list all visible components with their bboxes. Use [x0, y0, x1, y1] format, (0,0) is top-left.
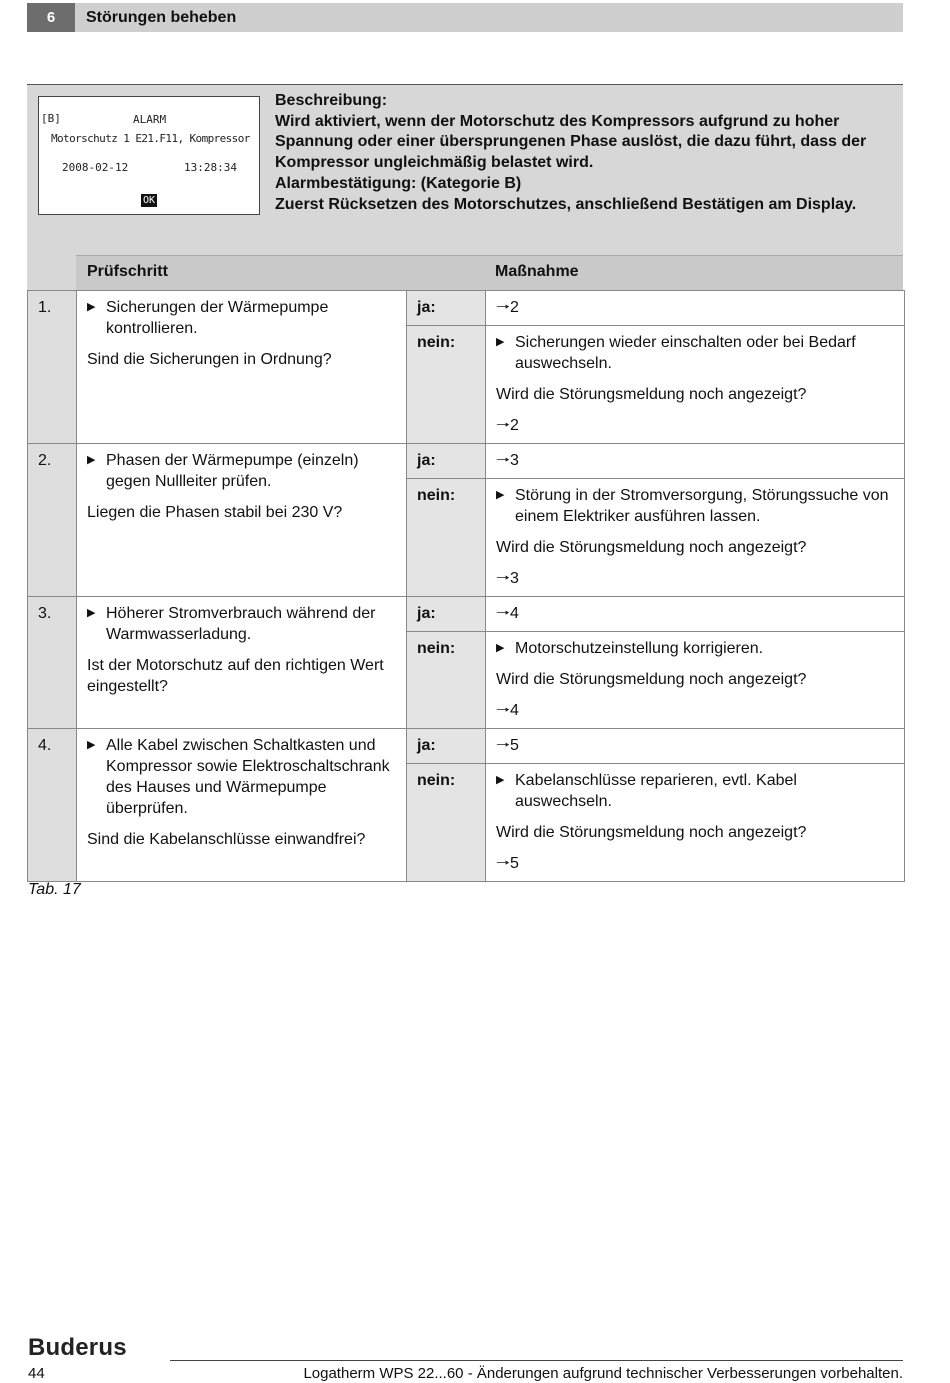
step-number-cell — [28, 444, 77, 597]
yes-label-text: ja: — [417, 452, 436, 469]
yes-label — [407, 291, 486, 326]
step-number-cell — [28, 291, 77, 444]
bullet-triangle-icon: ▶ — [87, 607, 96, 619]
no-goto: 3 — [509, 570, 519, 587]
bullet-triangle-icon: ▶ — [496, 336, 505, 348]
goto-arrow-icon: 🠒 — [496, 855, 510, 872]
display-screenshot — [38, 96, 260, 215]
bullet-triangle-icon: ▶ — [87, 454, 96, 466]
no-action: Kabelanschlüsse reparieren, evtl. Kabel auswechseln. — [515, 772, 797, 810]
bullet-triangle-icon: ▶ — [496, 489, 505, 501]
chapter-number: 6 — [27, 3, 75, 32]
column-header-bar — [76, 255, 903, 290]
yes-goto: 3 — [509, 452, 519, 469]
goto-arrow-icon: 🠒 — [496, 299, 510, 316]
check-step-cell — [77, 597, 407, 729]
yes-goto: 2 — [509, 299, 519, 316]
display-message: Motorschutz 1 E21.F11, Kompressor — [51, 132, 250, 145]
step-action: Sicherungen der Wärmepumpe kontrollieren. — [106, 299, 329, 337]
step-number: 1. — [38, 299, 52, 316]
step-number-cell — [28, 729, 77, 882]
table-row — [28, 597, 905, 632]
no-question: Wird die Störungsmeldung noch angezeigt? — [496, 824, 807, 841]
step-action: Alle Kabel zwischen Schaltkasten und Kompressor sowie Elektroschaltschrank des Hauses und Wärmepumpe überprüfen. — [106, 737, 390, 817]
step-question: Sind die Kabelanschlüsse einwandfrei? — [87, 831, 366, 848]
yes-label-text: ja: — [417, 605, 436, 622]
display-alarm-title: ALARM — [133, 113, 167, 126]
description-box — [27, 84, 903, 256]
table-row — [28, 291, 905, 326]
no-action-cell — [486, 479, 905, 597]
step-question: Liegen die Phasen stabil bei 230 V? — [87, 504, 343, 521]
table-column-headers — [27, 255, 903, 290]
check-step-cell — [77, 291, 407, 444]
no-label — [407, 326, 486, 444]
page-number: 44 — [28, 1365, 45, 1382]
no-action: Sicherungen wieder einschalten oder bei Bedarf auswechseln. — [515, 334, 856, 372]
yes-goto: 4 — [509, 605, 519, 622]
step-number: 4. — [38, 737, 52, 754]
description-body: Wird aktiviert, wenn der Motorschutz des Kompressors aufgrund zu hoher Spannung oder einer übersprungenen Phase auslöst, die dazu führt, dass der Kompressor ungleichmäßig belastet wird. — [275, 112, 867, 172]
goto-arrow-icon: 🠒 — [496, 702, 510, 719]
step-question: Ist der Motorschutz auf den richtigen Wert eingestellt? — [87, 657, 384, 695]
goto-arrow-icon: 🠒 — [496, 605, 510, 622]
no-action-cell — [486, 632, 905, 729]
yes-action-cell — [486, 729, 905, 764]
yes-action-cell — [486, 291, 905, 326]
goto-arrow-icon: 🠒 — [496, 737, 510, 754]
display-date: 2008-02-12 — [62, 161, 129, 174]
yes-action-cell — [486, 597, 905, 632]
step-question: Sind die Sicherungen in Ordnung? — [87, 351, 332, 368]
table-row — [28, 729, 905, 764]
no-label — [407, 764, 486, 882]
chapter-header — [27, 3, 903, 32]
column-header-action: Maßnahme — [495, 263, 579, 280]
step-action: Höherer Stromverbrauch während der Warmwasserladung. — [106, 605, 376, 643]
goto-arrow-icon: 🠒 — [496, 452, 510, 469]
yes-action-cell — [486, 444, 905, 479]
check-step-cell — [77, 729, 407, 882]
column-header-check: Prüfschritt — [87, 263, 168, 280]
no-goto: 2 — [509, 417, 519, 434]
table-caption: Tab. 17 — [28, 881, 81, 898]
yes-label-text: ja: — [417, 737, 436, 754]
yes-label-text: ja: — [417, 299, 436, 316]
troubleshooting-table — [27, 290, 905, 882]
description-heading: Beschreibung: — [275, 92, 388, 109]
description-text — [275, 91, 895, 215]
no-question: Wird die Störungsmeldung noch angezeigt? — [496, 539, 807, 556]
yes-label — [407, 729, 486, 764]
brand-logo: Buderus — [28, 1334, 127, 1361]
step-number: 2. — [38, 452, 52, 469]
bullet-triangle-icon: ▶ — [496, 642, 505, 654]
no-goto: 4 — [509, 702, 519, 719]
no-label-text: nein: — [417, 334, 456, 351]
acknowledgement-heading: Alarmbestätigung: (Kategorie B) — [275, 174, 522, 192]
no-question: Wird die Störungsmeldung noch angezeigt? — [496, 671, 807, 688]
bullet-triangle-icon: ▶ — [496, 774, 505, 786]
table-row — [28, 444, 905, 479]
acknowledgement-body: Zuerst Rücksetzen des Motorschutzes, anschließend Bestätigen am Display. — [275, 195, 857, 213]
no-label — [407, 479, 486, 597]
no-label-text: nein: — [417, 487, 456, 504]
goto-arrow-icon: 🠒 — [496, 417, 510, 434]
chapter-title: Störungen beheben — [86, 8, 237, 26]
step-number: 3. — [38, 605, 52, 622]
no-label-text: nein: — [417, 772, 456, 789]
step-action: Phasen der Wärmepumpe (einzeln) gegen Nullleiter prüfen. — [106, 452, 359, 490]
step-number-cell — [28, 597, 77, 729]
no-label — [407, 632, 486, 729]
no-action: Störung in der Stromversorgung, Störungssuche von einem Elektriker ausführen lassen. — [515, 487, 889, 525]
no-action-cell — [486, 326, 905, 444]
no-label-text: nein: — [417, 640, 456, 657]
bullet-triangle-icon: ▶ — [87, 739, 96, 751]
yes-goto: 5 — [509, 737, 519, 754]
display-code: [B] — [41, 112, 61, 125]
bullet-triangle-icon: ▶ — [87, 301, 96, 313]
display-time: 13:28:34 — [184, 161, 237, 174]
yes-label — [407, 444, 486, 479]
no-action: Motorschutzeinstellung korrigieren. — [515, 640, 764, 657]
display-ok-button: OK — [143, 195, 156, 206]
yes-label — [407, 597, 486, 632]
footer-note: Logatherm WPS 22...60 - Änderungen aufgrund technischer Verbesserungen vorbehalten. — [303, 1365, 903, 1382]
check-step-cell — [77, 444, 407, 597]
no-question: Wird die Störungsmeldung noch angezeigt? — [496, 386, 807, 403]
no-goto: 5 — [509, 855, 519, 872]
footer-divider — [170, 1360, 903, 1361]
goto-arrow-icon: 🠒 — [496, 570, 510, 587]
no-action-cell — [486, 764, 905, 882]
